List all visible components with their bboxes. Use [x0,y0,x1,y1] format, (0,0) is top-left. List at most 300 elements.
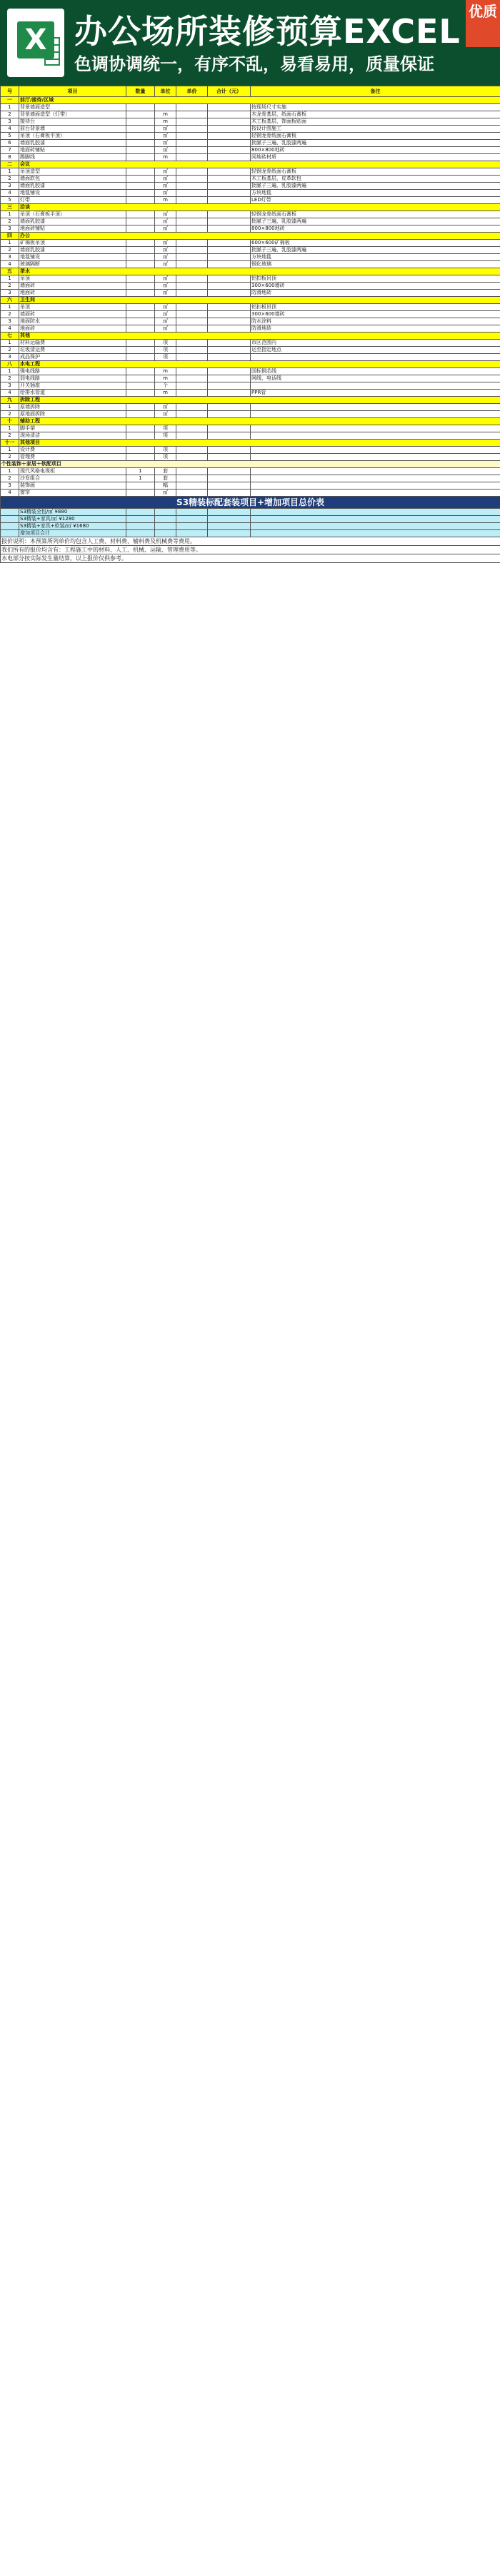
badge-label: 优质 [469,3,497,20]
table-cell: 十 [1,418,19,425]
table-row [1,382,500,390]
table-cell [126,261,155,268]
table-row [1,290,500,297]
table-cell [208,183,251,190]
table-cell [126,404,155,411]
table-cell: 7 [1,147,19,154]
table-cell [208,509,251,516]
table-row [1,118,500,126]
table-cell: 沙发组合 [19,475,126,482]
table-cell [208,347,251,354]
table-row [1,425,500,432]
table-cell [126,340,155,347]
table-cell [176,254,208,261]
table-cell: 1 [1,447,19,454]
table-cell: 1 [1,104,19,111]
table-cell [1,509,19,516]
table-cell [176,425,208,432]
table-row [1,411,500,418]
table-row [1,390,500,397]
table-cell: 增加项目合计 [19,530,126,537]
table-cell [126,311,155,318]
table-cell: 运至指定地点 [251,347,500,354]
table-cell: 2 [1,247,19,254]
table-cell: 市区范围内 [251,340,500,347]
table-cell [126,425,155,432]
table-cell: 项 [155,447,176,454]
table-row [1,447,500,454]
table-cell: ㎡ [155,261,176,268]
table-cell [176,411,208,418]
table-cell [126,133,155,140]
table-cell: 批腻子三遍，乳胶漆两遍 [251,218,500,225]
table-cell [176,482,208,490]
table-cell: 5 [1,197,19,204]
table-cell: 拆除工程 [19,397,500,404]
table-cell: 装饰画 [19,482,126,490]
table-cell: m [155,154,176,161]
table-cell: S3精装+家具/㎡ ¥1280 [19,516,126,523]
table-cell [176,168,208,176]
table-cell [176,290,208,297]
table-cell: 轻钢龙骨纸面石膏板 [251,211,500,218]
table-cell [251,454,500,461]
table-cell: 1 [1,368,19,375]
table-cell [208,468,251,475]
table-cell [208,411,251,418]
table-cell: 玻璃隔断 [19,261,126,268]
table-cell: 原地面拆除 [19,411,126,418]
table-cell [208,168,251,176]
table-cell [251,432,500,440]
table-cell: 四 [1,233,19,240]
table-cell: 个性装饰＋家居＋软配项目 [1,461,500,468]
section-header-row [1,361,500,368]
table-cell [208,311,251,318]
table-cell: 批腻子三遍，乳胶漆两遍 [251,140,500,147]
table-cell [176,190,208,197]
table-cell [208,425,251,432]
table-cell [1,523,19,530]
table-cell: 七 [1,333,19,340]
table-cell [126,190,155,197]
table-row [1,218,500,225]
table-row [1,140,500,147]
table-cell [126,197,155,204]
table-cell [176,225,208,233]
table-cell [176,154,208,161]
table-cell: 背景墙面造型（灯带） [19,111,126,118]
table-cell [126,140,155,147]
table-cell: m [155,390,176,397]
table-cell: 墙面砖 [19,283,126,290]
table-cell [208,516,251,523]
table-cell: 4 [1,325,19,333]
table-cell: 2 [1,454,19,461]
table-cell: 报价说明：本预算所列单价均包含人工费、材料费、辅料费及机械费等费用。 [1,537,500,546]
table-cell [208,390,251,397]
table-cell: 木工板基层，皮革软包 [251,176,500,183]
table-cell [251,475,500,482]
table-cell: S3精装+家具+软装/㎡ ¥1680 [19,523,126,530]
table-cell: ㎡ [155,411,176,418]
table-cell: 地毯铺设 [19,190,126,197]
table-cell: 铝扣板吊顶 [251,275,500,283]
table-cell [126,375,155,382]
table-cell: 3 [1,482,19,490]
table-cell: m [155,197,176,204]
table-cell [176,283,208,290]
table-cell: 墙面乳胶漆 [19,247,126,254]
table-cell: 600×600矿棉板 [251,240,500,247]
table-cell: 其他 [19,333,500,340]
table-cell [208,225,251,233]
table-cell: 踢脚线 [19,154,126,161]
table-cell: 五 [1,268,19,275]
table-cell [126,225,155,233]
table-cell [176,340,208,347]
table-cell: 现场清洁 [19,432,126,440]
table-cell [1,530,19,537]
table-cell: ㎡ [155,168,176,176]
table-cell [251,516,500,523]
table-cell: 我们所有的报价均含有：工程施工中的材料、人工、机械、运输、管理费用等。 [1,546,500,554]
table-cell: 吊顶 [19,304,126,311]
table-cell: 防滑地砖 [251,290,500,297]
table-cell: 茶水 [19,268,500,275]
table-cell [176,261,208,268]
table-cell: 2 [1,411,19,418]
table-cell: 2 [1,218,19,225]
table-cell [126,104,155,111]
table-header-row [1,86,500,97]
col-header: 合计（元） [208,86,251,97]
table-cell: ㎡ [155,318,176,325]
table-cell: 水电部分按实际发生量结算，以上报价仅供参考。 [1,554,500,563]
section-header-row [1,297,500,304]
table-cell: 4 [1,490,19,497]
table-cell: 1 [1,304,19,311]
table-cell: 同地砖材质 [251,154,500,161]
table-cell: S3精装全包/㎡ ¥880 [19,509,126,516]
table-cell: 个 [155,382,176,390]
table-cell [126,490,155,497]
table-cell [155,509,176,516]
table-cell: 轻钢龙骨纸面石膏板 [251,168,500,176]
table-cell: 批腻子三遍，乳胶漆两遍 [251,183,500,190]
table-cell: ㎡ [155,240,176,247]
table-row [1,168,500,176]
table-cell: 批腻子三遍，乳胶漆两遍 [251,247,500,254]
table-cell: 2 [1,375,19,382]
table-cell: 墙面乳胶漆 [19,140,126,147]
table-cell [176,454,208,461]
table-cell: 吊顶 [19,275,126,283]
table-cell: 项 [155,454,176,461]
table-cell: 300×600墙砖 [251,283,500,290]
table-cell: ㎡ [155,275,176,283]
table-cell: ㎡ [155,254,176,261]
table-cell: 3 [1,118,19,126]
table-cell [176,147,208,154]
table-cell: ㎡ [155,290,176,297]
table-cell [126,509,155,516]
table-row [1,254,500,261]
table-cell: ㎡ [155,325,176,333]
table-cell: 套 [155,475,176,482]
table-cell: LED灯带 [251,197,500,204]
col-header: 项目 [19,86,126,97]
table-cell [126,183,155,190]
table-cell [208,404,251,411]
table-cell [126,325,155,333]
table-cell [176,133,208,140]
table-cell [126,290,155,297]
section-header-row [1,418,500,425]
table-cell [208,432,251,440]
table-row [1,211,500,218]
table-cell [176,432,208,440]
table-cell [176,347,208,354]
table-cell: 前厅/接待/区域 [19,97,500,104]
table-cell [251,482,500,490]
table-cell: 1 [1,340,19,347]
table-row [1,475,500,482]
table-cell: 灯带 [19,197,126,204]
table-cell [176,516,208,523]
table-cell [126,283,155,290]
table-cell [208,254,251,261]
table-cell: 300×600墙砖 [251,311,500,318]
table-cell: 十一 [1,440,19,447]
table-cell [155,516,176,523]
table-row [1,490,500,497]
table-row [1,126,500,133]
table-row [1,133,500,140]
table-cell [126,168,155,176]
table-row [1,275,500,283]
table-cell: 1 [1,168,19,176]
table-cell: 防水涂料 [251,318,500,325]
table-row [1,183,500,190]
table-cell [208,240,251,247]
table-cell: 墙面乳胶漆 [19,218,126,225]
table-row [1,240,500,247]
table-cell: 1 [1,468,19,475]
col-header: 备注 [251,86,500,97]
table-cell [126,147,155,154]
table-cell: ㎡ [155,211,176,218]
table-cell: 方块地毯 [251,254,500,261]
table-cell [251,447,500,454]
table-cell [126,390,155,397]
table-cell [208,354,251,361]
section-header-row [1,204,500,211]
table-cell: 2 [1,347,19,354]
budget-table [0,86,500,563]
table-cell [126,454,155,461]
table-cell: 墙面软包 [19,176,126,183]
budget-sheet [0,86,500,2576]
table-cell [251,404,500,411]
table-cell: 1 [1,275,19,283]
table-cell [251,425,500,432]
col-header: 单位 [155,86,176,97]
table-cell [208,318,251,325]
table-cell [208,490,251,497]
table-row [1,375,500,382]
table-cell: 防滑地砖 [251,325,500,333]
table-cell: ㎡ [155,140,176,147]
table-cell: 会议 [19,161,500,168]
table-cell [126,154,155,161]
table-row [1,147,500,154]
table-cell: 弱电线路 [19,375,126,382]
note-row [1,537,500,546]
table-cell [155,523,176,530]
table-cell: 3 [1,225,19,233]
table-cell: ㎡ [155,176,176,183]
table-cell: 吊顶造型 [19,168,126,176]
table-cell [176,247,208,254]
table-cell: 按设计图施工 [251,126,500,133]
table-cell: 1 [1,240,19,247]
table-cell: 套 [155,468,176,475]
table-cell [155,104,176,111]
table-cell [126,218,155,225]
quality-badge [466,0,500,47]
table-cell [176,382,208,390]
table-row [1,176,500,183]
table-row [1,432,500,440]
table-cell [251,523,500,530]
table-cell [208,340,251,347]
table-row [1,304,500,311]
table-cell: 墙面砖 [19,311,126,318]
table-cell [176,311,208,318]
table-cell [208,261,251,268]
table-cell [251,530,500,537]
table-cell [208,447,251,454]
table-cell [176,126,208,133]
table-cell [1,516,19,523]
table-cell: m [155,111,176,118]
table-cell [126,347,155,354]
table-cell: 地面防水 [19,318,126,325]
table-cell: 三 [1,204,19,211]
table-cell [208,104,251,111]
col-header: 单价 [176,86,208,97]
table-cell: 项 [155,425,176,432]
table-cell [176,375,208,382]
section-header-row [1,161,500,168]
table-cell: 3 [1,290,19,297]
table-row [1,261,500,268]
table-cell: 3 [1,354,19,361]
table-cell: 网线、电话线 [251,375,500,382]
table-cell: m [155,368,176,375]
table-row [1,197,500,204]
table-cell [176,318,208,325]
table-cell: ㎡ [155,404,176,411]
table-cell: 4 [1,261,19,268]
table-cell [208,147,251,154]
table-cell [176,523,208,530]
table-cell [208,118,251,126]
table-row [1,530,500,537]
table-cell [176,118,208,126]
table-cell [126,126,155,133]
table-cell: 2 [1,311,19,318]
table-cell [208,218,251,225]
table-cell [208,368,251,375]
table-cell [176,218,208,225]
table-cell [176,304,208,311]
table-cell: 木工板基层，饰面板贴面 [251,118,500,126]
col-header: 号 [1,86,19,97]
summary-title-row [1,497,500,509]
table-cell [251,411,500,418]
table-cell: 地面砖 [19,290,126,297]
table-row [1,104,500,111]
table-cell: ㎡ [155,490,176,497]
table-row [1,325,500,333]
table-row [1,468,500,475]
table-cell: 洽谈 [19,204,500,211]
table-cell: 4 [1,126,19,133]
table-cell: 项 [155,354,176,361]
table-cell [208,197,251,204]
table-cell: 8 [1,154,19,161]
table-row [1,283,500,290]
table-cell [176,325,208,333]
table-cell [155,530,176,537]
table-cell: 墙面乳胶漆 [19,183,126,190]
table-cell: 管理费 [19,454,126,461]
table-cell [208,375,251,382]
col-header: 数量 [126,86,155,97]
table-cell: 800×800地砖 [251,147,500,154]
table-cell: 1 [126,468,155,475]
table-cell: 设计费 [19,447,126,454]
table-row [1,516,500,523]
table-cell: 1 [1,425,19,432]
table-cell [176,404,208,411]
header-banner [0,0,500,86]
table-cell: 办公 [19,233,500,240]
table-row [1,368,500,375]
table-body [1,97,500,563]
table-cell: 开关插座 [19,382,126,390]
table-cell: ㎡ [155,183,176,190]
table-cell: ㎡ [155,190,176,197]
table-row [1,154,500,161]
table-row [1,311,500,318]
table-cell: 国标铜芯线 [251,368,500,375]
table-cell [208,523,251,530]
table-cell: ㎡ [155,225,176,233]
table-row [1,190,500,197]
table-cell [176,354,208,361]
table-row [1,509,500,516]
table-cell: 垃圾清运费 [19,347,126,354]
table-row [1,247,500,254]
table-row [1,347,500,354]
table-row [1,225,500,233]
table-cell: PPR管 [251,390,500,397]
table-cell: 背景墙面造型 [19,104,126,111]
table-cell [126,482,155,490]
